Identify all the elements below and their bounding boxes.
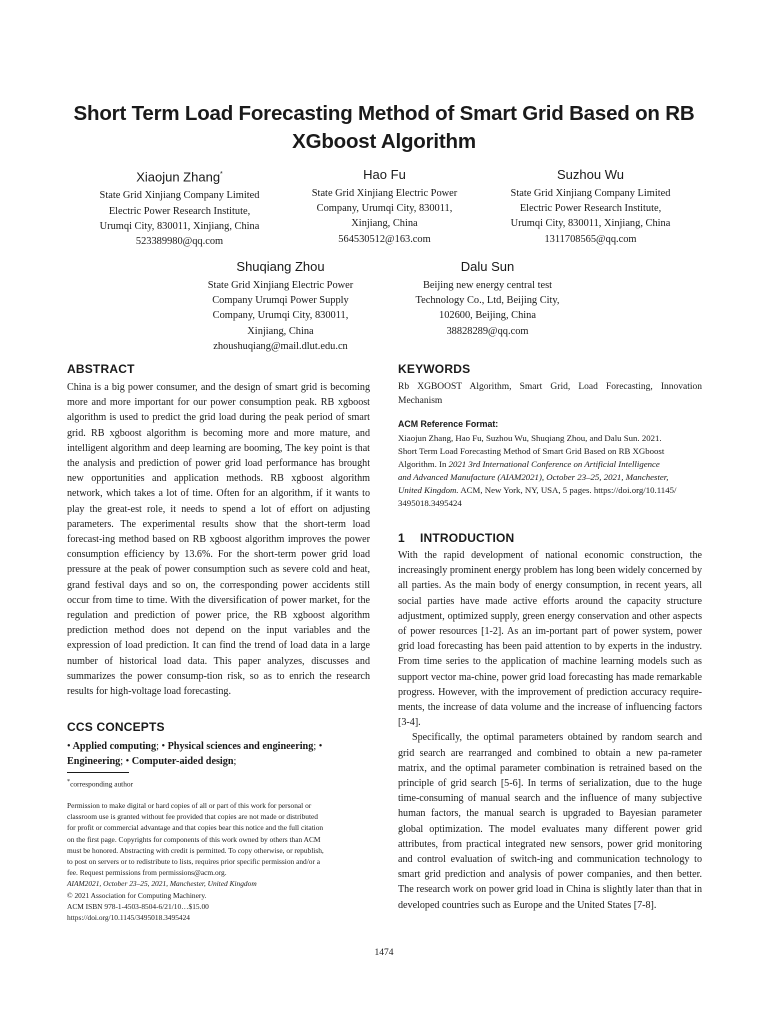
permission-block (67, 800, 370, 923)
reference-format (398, 418, 702, 510)
introduction-paragraph: With the rapid development of national economic construction, the increasingly prominent energy problem has long been widely concerned by all parties. As the main body of energy consumption, in recent years, all social parties have made active efforts around the capacity structure adjustment, optimized supply, green energy conservation and other aspects of power resources [1-2]. As an im-portant part of power system, power grid load forecasting has been paid attention to by experts in the industry. From time series to the application of machine learning models such as support vector ma-chine, power grid load forecasting has made remarkable progress. However, with the improvement of prediction accuracy require-ments, the increase of data volume and the increase of influencing factors [3-4]. (398, 550, 702, 729)
author-email: 38828289@qq.com (446, 325, 529, 337)
author-email: 1311708565@qq.com (544, 233, 637, 245)
ccs-section (67, 719, 370, 769)
author-name: Suzhou Wu (557, 167, 624, 182)
author-block: Hao Fu State Grid Xinjiang Electric Power Company, Urumqi City, 830011, Xinjiang, China 564530512@163.com (267, 166, 502, 247)
keywords-text: Rb XGBOOST Algorithm, Smart Grid, Load Forecasting, Innovation Mechanism (398, 382, 702, 406)
author-block: Suzhou Wu State Grid Xinjiang Company Limited Electric Power Research Institute, Urumqi City, 830011, Xinjiang, China 1311708565@qq.com (473, 166, 708, 247)
permission-text: Permission to make digital or hard copies of all or part of this work for personal or classroom use is granted without fee provided that copies are not made or distributed for profit or commercial advantage and that copies bear this notice and the full citation on the first page. Copyrights for components of this work owned by others than ACM must be honored. Abstracting with credit is permitted. To copy otherwise, or republish, to post on servers or to redistribute to lists, requires prior specific permission and/or a fee. Request permissions from permissions@acm.org. AIAM2021, October 23–25, 2021, Manchester, United Kingdom © 2021 Association for Computing Machinery. ACM ISBN 978-1-4503-8504-6/21/10…$15.00 https://doi.org/10.1145/3495018.3495424 (67, 800, 370, 923)
footnote-rule (67, 772, 129, 773)
ccs-heading: CCS CONCEPTS (67, 720, 165, 734)
abstract-text: China is a big power consumer, and the design of smart grid is becoming more and more important for our power consumption peak. RB xgboost algorithm is used to predict the grid load during the peak period of smart grid. RB xgboost algorithm is becoming more and more mature, and intelligent algorithm and deep learning are booming, The key point is that the analysis and prediction of power grid load performance has brought new opportunities and application methods. RB xgboost algorithm network, which takes a lot of time. Often for an algorithm, if it wants to play the great-est role, it needs to spend a lot of effort on adjusting parameters. The experimental results show that the short-term load forecast-ing method based on RB xgboost algorithm improves the power consumption efficiency by 13.6%. For the short-term power grid load pressure at the peak of power consumption such as severe cold and heat, grand festival days and so on, the corresponding power accidents still occur from time to time. With the diversification of power market, for the regulation and prediction of power price, the RB xgboost algorithm prediction method does not depend on the input variables and the expression of load prediction. It can find the trend of load data in a large number of historical load data. This paper analyzes, discusses and summarizes the power consump-tion risk, so as to enrich the research results for high-voltage load forecasting. (67, 382, 370, 698)
doi-link: https://doi.org/10.1145/3495018.3495424 (67, 913, 190, 923)
reference-format-text: Xiaojun Zhang, Hao Fu, Suzhou Wu, Shuqiang Zhou, and Dalu Sun. 2021. Short Term Load Forecasting Method of Smart Grid Based on RB XGboost Algorithm. In 2021 3rd International Conference on Artificial Intelligence and Advanced Manufacture (AIAM2021), October 23–25, 2021, Manchester, United Kingdom. ACM, New York, NY, USA, 5 pages. https://doi.org/10.1145/ 3495018.3495424 (398, 433, 677, 508)
ccs-concepts: • Applied computing; • Physical sciences and engineering; • Engineering; • Computer-aided design; (67, 741, 323, 768)
paper-title: Short Term Load Forecasting Method of Smart Grid Based on RB XGboost Algorithm (73, 102, 695, 153)
keywords-heading: KEYWORDS (398, 362, 471, 376)
author-name: Hao Fu (363, 167, 406, 182)
author-block: Dalu Sun Beijing new energy central test Technology Co., Ltd, Beijing City, 102600, Beijing, China 38828289@qq.com (370, 258, 605, 339)
footnote: *corresponding author (67, 779, 134, 789)
author-email: 564530512@163.com (338, 233, 431, 245)
abstract-section (67, 361, 370, 699)
author-name: Dalu Sun (460, 259, 515, 274)
author-email: 523389980@qq.com (135, 235, 224, 247)
introduction-heading: 1 INTRODUCTION (398, 531, 515, 545)
author-block: Shuqiang Zhou State Grid Xinjiang Electric Power Company Urumqi Power Supply Company, Urumqi City, 830011, Xinjiang, China zhoushuqiang@mail.dlut.edu.cn (163, 258, 398, 354)
abstract-heading: ABSTRACT (67, 362, 135, 376)
page-number: 1474 (374, 948, 394, 958)
keywords-section (398, 361, 702, 408)
reference-format-heading: ACM Reference Format: (398, 419, 499, 429)
author-name: Shuqiang Zhou (236, 259, 325, 274)
introduction-paragraph: Specifically, the optimal parameters obtained by random search and grid search are rearranged and combined to obtain a new pa-rameter matrix, and the optimal parameter combination is retrained based on the principle of grid search [5-6]. In terms of serialization, due to the huge time-consuming of manual search and the influence of many subjective human factors, the manual search is upgraded to Bayesian parameter global optimization. The model evaluates many different power grid attributes, from practical integrated new sensors, power grid monitoring and control evaluation of switch-ing and communication technology to smart grid prediction and analysis of power companies, and then better. The research work on power grid load in China is slightly later than that in developed countries such as Europe and the United States [7-8]. (398, 732, 702, 911)
author-email: zhoushuqiang@mail.dlut.edu.cn (213, 340, 348, 352)
conference-info: AIAM2021, October 23–25, 2021, Manchester, United Kingdom (67, 879, 257, 889)
author-name: Xiaojun Zhang* (136, 169, 223, 185)
author-block: Xiaojun Zhang* State Grid Xinjiang Company Limited Electric Power Research Institute, Urumqi City, 830011, Xinjiang, China 523389980@qq.com (62, 166, 297, 249)
introduction-section (398, 530, 702, 913)
